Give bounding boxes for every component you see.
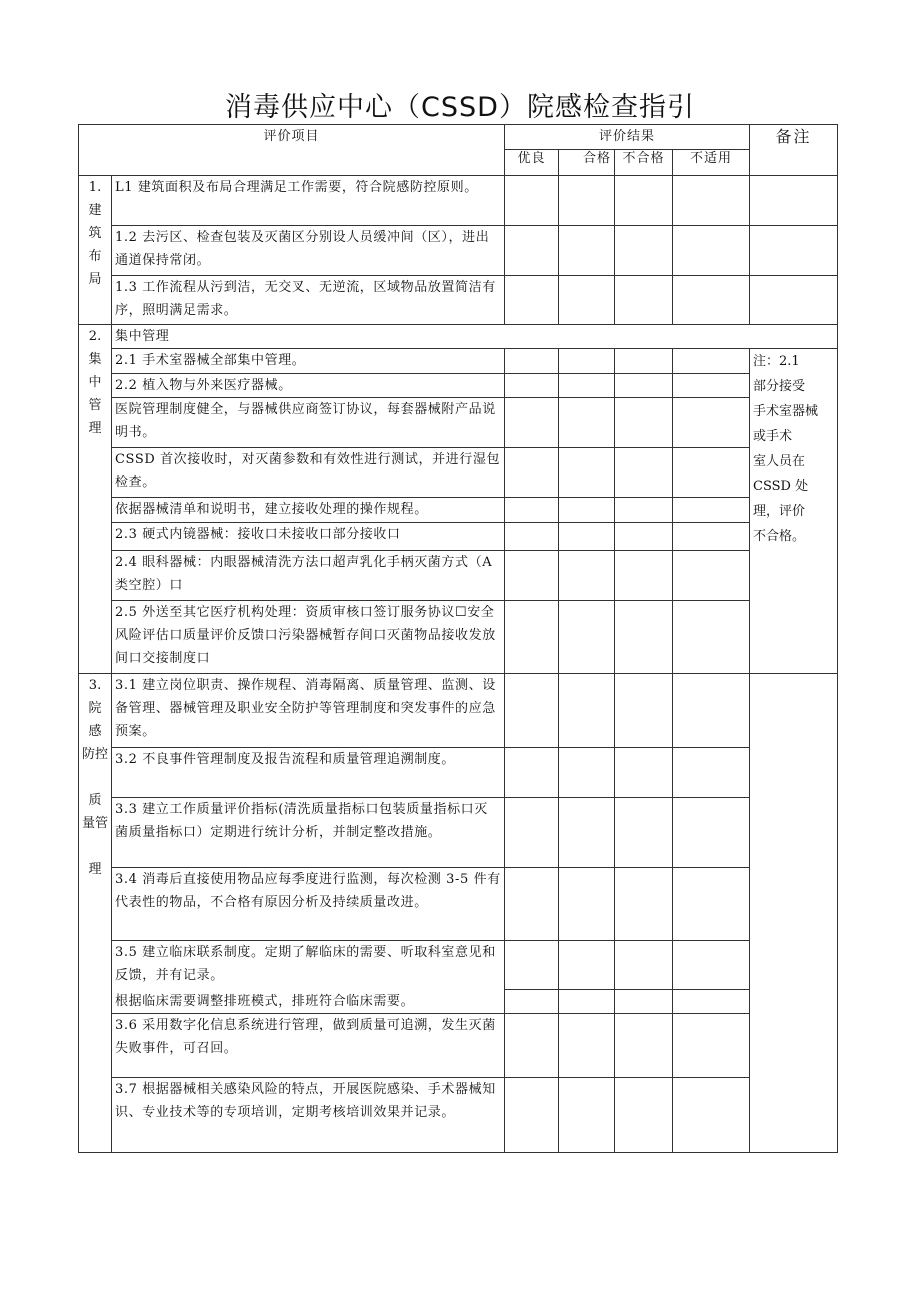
header-result-label: 评价结果 bbox=[505, 125, 750, 150]
item-3-4: 3.4 消毒后直接使用物品应每季度进行监测，每次检测 3-5 件有代表性的物品，不合格有原因分析及持续质量改进。 bbox=[112, 868, 505, 941]
item-1-3: 1.3 工作流程从污到洁，无交叉、无逆流，区域物品放置简洁有序，照明满足需求。 bbox=[112, 276, 505, 325]
cell-fail[interactable] bbox=[615, 551, 673, 601]
cell-pass[interactable] bbox=[559, 941, 615, 990]
cell-fail[interactable] bbox=[615, 798, 673, 868]
header-remark-label: 备注 bbox=[750, 125, 838, 176]
category-line: 布 bbox=[88, 249, 102, 264]
category-line: 量管 bbox=[82, 816, 109, 831]
category-line: 院 bbox=[88, 701, 102, 716]
cell-na[interactable] bbox=[673, 551, 750, 601]
category-line bbox=[82, 835, 108, 858]
cell-pass[interactable] bbox=[559, 601, 615, 674]
cell-pass[interactable] bbox=[559, 748, 615, 798]
item-1-1: L1 建筑面积及布局合理满足工作需要，符合院感防控原则。 bbox=[112, 176, 505, 226]
cell-pass[interactable] bbox=[559, 398, 615, 448]
note-line: 理，评价 bbox=[753, 504, 806, 519]
category-line bbox=[82, 766, 108, 789]
inspection-table bbox=[78, 124, 838, 1153]
cell-pass[interactable] bbox=[559, 1078, 615, 1153]
cell-na[interactable] bbox=[673, 276, 750, 325]
cell-pass[interactable] bbox=[559, 374, 615, 398]
category-line: 局 bbox=[88, 272, 102, 287]
cell-excellent[interactable] bbox=[505, 498, 559, 523]
cell-fail[interactable] bbox=[615, 374, 673, 398]
cell-excellent[interactable] bbox=[505, 990, 559, 1014]
remark-note-2-1 bbox=[750, 349, 838, 674]
category-line: 防控 bbox=[82, 747, 109, 762]
category-line: 筑 bbox=[88, 226, 102, 241]
cell-fail[interactable] bbox=[615, 276, 673, 325]
cell-excellent[interactable] bbox=[505, 226, 559, 276]
cell-pass[interactable] bbox=[559, 990, 615, 1014]
cell-na[interactable] bbox=[673, 226, 750, 276]
item-2-2-b: CSSD 首次接收时，对灭菌参数和有效性进行测试，并进行湿包检查。 bbox=[112, 448, 505, 498]
cell-excellent[interactable] bbox=[505, 1014, 559, 1078]
cell-remark[interactable] bbox=[750, 226, 838, 276]
cell-excellent[interactable] bbox=[505, 1078, 559, 1153]
category-line: 建 bbox=[88, 203, 102, 218]
item-3-5: 3.5 建立临床联系制度。定期了解临床的需要、听取科室意见和反馈，并有记录。 bbox=[112, 941, 505, 990]
item-1-2: 1.2 去污区、检查包装及灭菌区分别设人员缓冲间（区），进出通道保持常闭。 bbox=[112, 226, 505, 276]
item-2-1: 2.1 手术室器械全部集中管理。 bbox=[112, 349, 505, 374]
cell-excellent[interactable] bbox=[505, 374, 559, 398]
cell-fail[interactable] bbox=[615, 868, 673, 941]
cell-fail[interactable] bbox=[615, 748, 673, 798]
cell-fail[interactable] bbox=[615, 1014, 673, 1078]
item-3-5-a: 根据临床需要调整排班模式，排班符合临床需要。 bbox=[112, 990, 505, 1014]
cell-pass[interactable] bbox=[559, 1014, 615, 1078]
cell-fail[interactable] bbox=[615, 601, 673, 674]
note-line: 部分接受 bbox=[753, 379, 806, 394]
item-2-4: 2.4 眼科器械：内眼器械清洗方法口超声乳化手柄灭菌方式（A 类空腔）口 bbox=[112, 551, 505, 601]
item-2-5: 2.5 外送至其它医疗机构处理：资质审核口签订服务协议☐安全风险评估口质量评价反馈口污染器械暂存间口灭菌物品接收发放间口交接制度口 bbox=[112, 601, 505, 674]
cell-excellent[interactable] bbox=[505, 868, 559, 941]
item-2-3: 2.3 硬式内镜器械：接收口未接收口部分接收口 bbox=[112, 523, 505, 551]
cell-na[interactable] bbox=[673, 990, 750, 1014]
cell-remark[interactable] bbox=[750, 276, 838, 325]
note-line: 注：2.1 bbox=[753, 354, 800, 369]
cell-excellent[interactable] bbox=[505, 551, 559, 601]
document-title: 消毒供应中心（CSSD）院感检查指引 bbox=[225, 92, 695, 123]
header-item-label: 评价项目 bbox=[79, 125, 505, 176]
cell-fail[interactable] bbox=[615, 398, 673, 448]
section-heading-centralized-management: 集中管理 bbox=[112, 325, 838, 349]
cell-fail[interactable] bbox=[615, 674, 673, 748]
category-infection-control-quality bbox=[79, 674, 112, 1153]
category-line: 2. bbox=[88, 329, 102, 344]
cell-na[interactable] bbox=[673, 748, 750, 798]
cell-pass[interactable] bbox=[559, 276, 615, 325]
cell-pass[interactable] bbox=[559, 798, 615, 868]
cell-excellent[interactable] bbox=[505, 276, 559, 325]
cell-fail[interactable] bbox=[615, 349, 673, 374]
cell-na[interactable] bbox=[673, 941, 750, 990]
category-line: 中 bbox=[88, 375, 102, 390]
category-line: 质 bbox=[88, 793, 102, 808]
cell-excellent[interactable] bbox=[505, 941, 559, 990]
item-2-2-a: 医院管理制度健全，与器械供应商签订协议，每套器械附产品说明书。 bbox=[112, 398, 505, 448]
category-building-layout bbox=[79, 176, 112, 325]
cell-na[interactable] bbox=[673, 498, 750, 523]
cell-excellent[interactable] bbox=[505, 601, 559, 674]
header-result-fail: 不合格 bbox=[615, 150, 673, 176]
cell-pass[interactable] bbox=[559, 498, 615, 523]
cell-fail[interactable] bbox=[615, 176, 673, 226]
cell-na[interactable] bbox=[673, 601, 750, 674]
cell-excellent[interactable] bbox=[505, 748, 559, 798]
cell-pass[interactable] bbox=[559, 349, 615, 374]
cell-remark[interactable] bbox=[750, 176, 838, 226]
cell-pass[interactable] bbox=[559, 226, 615, 276]
cell-na[interactable] bbox=[673, 798, 750, 868]
cell-excellent[interactable] bbox=[505, 523, 559, 551]
item-3-1: 3.1 建立岗位职责、操作规程、消毒隔离、质量管理、监测、设备管理、器械管理及职业安全防护等管理制度和突发事件的应急预案。 bbox=[112, 674, 505, 748]
category-line: 3. bbox=[88, 678, 102, 693]
cell-excellent[interactable] bbox=[505, 349, 559, 374]
cell-excellent[interactable] bbox=[505, 674, 559, 748]
cell-fail[interactable] bbox=[615, 226, 673, 276]
cell-na[interactable] bbox=[673, 1014, 750, 1078]
category-line: 集 bbox=[88, 352, 102, 367]
cell-excellent[interactable] bbox=[505, 798, 559, 868]
category-centralized-management bbox=[79, 325, 112, 674]
header-result-pass: 合格 bbox=[559, 150, 615, 176]
category-line: 管 bbox=[88, 398, 102, 413]
category-line: 理 bbox=[88, 862, 102, 877]
cell-na[interactable] bbox=[673, 523, 750, 551]
item-3-3: 3.3 建立工作质量评价指标(清洗质量指标口包装质量指标口灭菌质量指标口）定期进行统计分析，并制定整改措施。 bbox=[112, 798, 505, 868]
cell-pass[interactable] bbox=[559, 551, 615, 601]
cell-na[interactable] bbox=[673, 674, 750, 748]
cell-pass[interactable] bbox=[559, 448, 615, 498]
cell-fail[interactable] bbox=[615, 1078, 673, 1153]
cell-fail[interactable] bbox=[615, 498, 673, 523]
cell-pass[interactable] bbox=[559, 523, 615, 551]
cell-fail[interactable] bbox=[615, 990, 673, 1014]
cell-remark[interactable] bbox=[750, 674, 838, 1153]
category-line: 1. bbox=[88, 180, 102, 195]
category-line: 理 bbox=[88, 421, 102, 436]
cell-fail[interactable] bbox=[615, 448, 673, 498]
item-3-7: 3.7 根据器械相关感染风险的特点，开展医院感染、手术器械知识、专业技术等的专项培训，定期考核培训效果并记录。 bbox=[112, 1078, 505, 1153]
cell-na[interactable] bbox=[673, 398, 750, 448]
cell-excellent[interactable] bbox=[505, 448, 559, 498]
cell-fail[interactable] bbox=[615, 523, 673, 551]
cell-na[interactable] bbox=[673, 448, 750, 498]
cell-excellent[interactable] bbox=[505, 176, 559, 226]
cell-na[interactable] bbox=[673, 349, 750, 374]
category-line: 感 bbox=[88, 724, 102, 739]
note-line: 不合格。 bbox=[753, 529, 806, 544]
cell-excellent[interactable] bbox=[505, 398, 559, 448]
header-result-excellent: 优良 bbox=[505, 150, 559, 176]
cell-fail[interactable] bbox=[615, 941, 673, 990]
note-line: 室人员在 bbox=[753, 454, 806, 469]
cell-na[interactable] bbox=[673, 374, 750, 398]
item-2-2: 2.2 植入物与外来医疗器械。 bbox=[112, 374, 505, 398]
item-2-2-c: 依据器械清单和说明书，建立接收处理的操作规程。 bbox=[112, 498, 505, 523]
cell-pass[interactable] bbox=[559, 674, 615, 748]
cell-pass[interactable] bbox=[559, 868, 615, 941]
cell-pass[interactable] bbox=[559, 176, 615, 226]
header-result-na: 不适用 bbox=[673, 150, 750, 176]
item-3-6: 3.6 采用数字化信息系统进行管理，做到质量可追溯，发生灭菌失败事件，可召回。 bbox=[112, 1014, 505, 1078]
cell-na[interactable] bbox=[673, 868, 750, 941]
item-3-2: 3.2 不良事件管理制度及报告流程和质量管理追溯制度。 bbox=[112, 748, 505, 798]
cell-na[interactable] bbox=[673, 176, 750, 226]
note-line: CSSD 处 bbox=[753, 479, 809, 494]
cell-na[interactable] bbox=[673, 1078, 750, 1153]
note-line: 手术室器械 bbox=[753, 404, 819, 419]
note-line: 或手术 bbox=[753, 429, 793, 444]
